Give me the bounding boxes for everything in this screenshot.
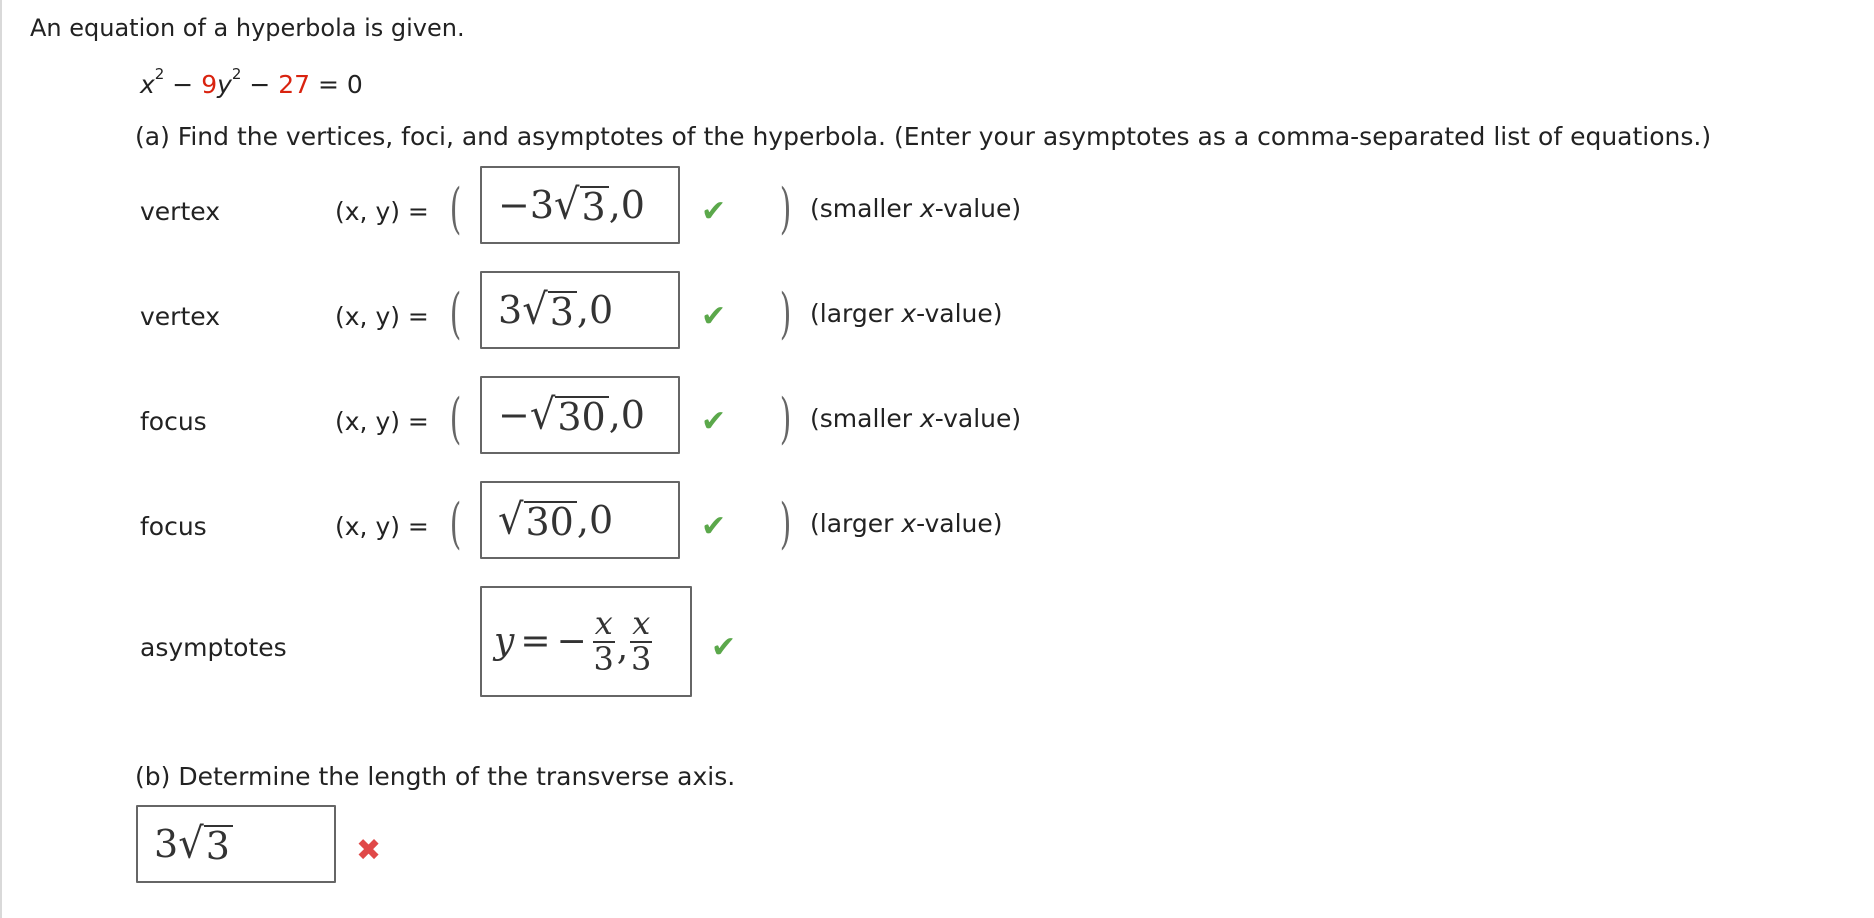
correct-check-icon: ✔ — [701, 299, 727, 334]
value-hint: (smaller x-value) — [810, 404, 1022, 433]
answer-suffix: ,0 — [576, 288, 614, 332]
incorrect-x-icon: ✖ — [356, 833, 382, 868]
part-a-instructions: (a) Find the vertices, foci, and asymptotes of the hyperbola. (Enter your asymptotes as a comma-separated list of equations.) — [135, 122, 1712, 151]
fraction: $\frac{x}{3}$ — [593, 603, 614, 678]
focus-1-answer-field[interactable] — [480, 376, 680, 454]
row-label: vertex — [140, 302, 220, 331]
value-hint: (larger x-value) — [810, 299, 1003, 328]
answer-math — [498, 497, 613, 543]
correct-check-icon: ✔ — [711, 630, 737, 665]
asymptote-minus: − — [556, 621, 587, 662]
answer-prefix: − — [498, 393, 530, 437]
answer-math — [498, 287, 613, 333]
sqrt: √ 3 — [554, 182, 609, 228]
answer-math — [498, 392, 645, 438]
answer-prefix: −3 — [498, 183, 555, 227]
eq-y: y — [217, 70, 232, 99]
part-b-instructions: (b) Determine the length of the transverse axis. — [135, 762, 736, 791]
row-label: focus — [140, 512, 207, 541]
eq-minus-1: − — [164, 70, 202, 99]
open-paren: ( — [449, 492, 462, 555]
eq-equals-zero: = 0 — [310, 70, 363, 99]
radicand: 30 — [524, 501, 577, 543]
close-paren: ) — [779, 282, 792, 345]
open-paren: ( — [449, 387, 462, 450]
vertex-1-answer-field[interactable] — [480, 166, 680, 244]
xy-label: (x, y) = — [335, 302, 429, 331]
eq-exp-1: 2 — [154, 65, 165, 83]
correct-check-icon: ✔ — [701, 509, 727, 544]
answer-suffix: ,0 — [608, 393, 645, 437]
eq-coefficient: 9 — [201, 70, 218, 99]
answer-suffix: ,0 — [576, 498, 614, 542]
transverse-axis-answer-field[interactable] — [136, 805, 336, 883]
sqrt: √ 30 — [530, 392, 609, 438]
open-paren: ( — [449, 177, 462, 240]
answer-prefix: 3 — [154, 822, 179, 866]
eq-constant: 27 — [278, 70, 311, 99]
value-hint: (larger x-value) — [810, 509, 1003, 538]
row-label: vertex — [140, 197, 220, 226]
radicand: 3 — [548, 291, 577, 333]
asymptote-equals: = — [520, 621, 551, 662]
row-label: focus — [140, 407, 207, 436]
correct-check-icon: ✔ — [701, 404, 727, 439]
value-hint: (smaller x-value) — [810, 194, 1022, 223]
answer-math — [494, 603, 654, 678]
asymptotes-answer-field[interactable] — [480, 586, 692, 697]
answer-prefix: 3 — [498, 288, 523, 332]
radicand: 30 — [555, 396, 608, 438]
close-paren: ) — [779, 387, 792, 450]
eq-minus-2: − — [241, 70, 279, 99]
sqrt: √ 3 — [178, 821, 233, 867]
radicand: 3 — [580, 186, 609, 228]
focus-2-answer-field[interactable] — [480, 481, 680, 559]
left-border — [0, 0, 2, 918]
eq-x: x — [140, 70, 155, 99]
sqrt: √ 3 — [522, 287, 577, 333]
row-label: asymptotes — [140, 633, 287, 662]
xy-label: (x, y) = — [335, 512, 429, 541]
sqrt: √ 30 — [498, 497, 577, 543]
asymptote-comma: , — [616, 627, 629, 669]
close-paren: ) — [779, 492, 792, 555]
problem-intro: An equation of a hyperbola is given. — [30, 14, 465, 42]
eq-exp-2: 2 — [231, 65, 242, 83]
xy-label: (x, y) = — [335, 407, 429, 436]
answer-math — [498, 182, 645, 228]
answer-math — [154, 821, 233, 867]
radicand: 3 — [204, 825, 233, 867]
open-paren: ( — [449, 282, 462, 345]
answer-suffix: ,0 — [608, 183, 645, 227]
hyperbola-equation — [140, 65, 363, 99]
correct-check-icon: ✔ — [701, 194, 727, 229]
xy-label: (x, y) = — [335, 197, 429, 226]
asymptote-y: y — [494, 621, 515, 662]
fraction: $\frac{x}{3}$ — [631, 603, 652, 678]
vertex-2-answer-field[interactable] — [480, 271, 680, 349]
close-paren: ) — [779, 177, 792, 240]
